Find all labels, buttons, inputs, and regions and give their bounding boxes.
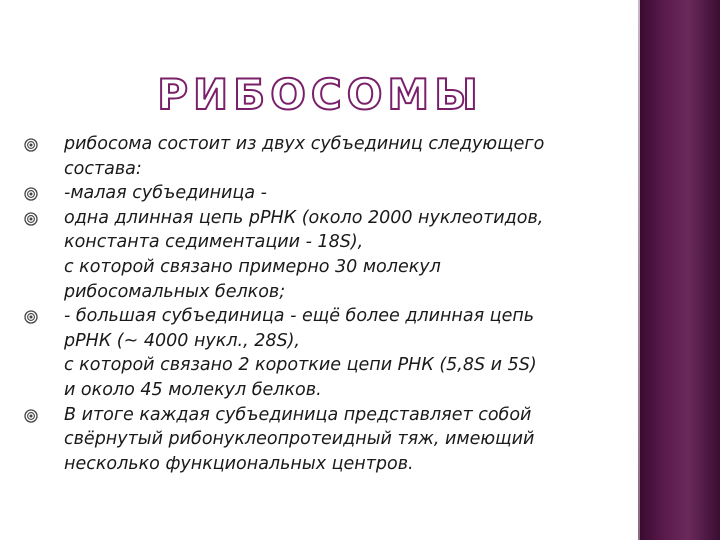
list-item-line: -малая субъединица - (64, 183, 267, 204)
list-item-line: рибосомальных белков; (64, 281, 286, 302)
list-item-line: рРНК (~ 4000 нукл., 28S), (64, 330, 300, 351)
target-bullet-icon (24, 212, 38, 226)
target-bullet-icon (24, 138, 38, 152)
list-item (24, 403, 624, 477)
list-item-line: с которой связано примерно 30 молекул (64, 256, 441, 277)
decorative-sidebar (640, 0, 720, 540)
list-item-line: и около 45 молекул белков. (64, 379, 322, 400)
list-item-line: - большая субъединица - ещё более длинная цепь (64, 306, 535, 327)
list-item (24, 304, 624, 402)
list-item-line: В итоге каждая субъединица представляет собой (64, 404, 532, 425)
list-item-line: несколько функциональных центров. (64, 453, 414, 474)
list-item-line: свёрнутый рибонуклеопротеидный тяж, имеющий (64, 429, 535, 450)
target-bullet-icon (24, 409, 38, 423)
list-item (24, 206, 624, 304)
target-bullet-icon (24, 187, 38, 201)
list-item-line: рибосома состоит из двух субъединиц следующего (64, 134, 545, 154)
slide-title: РИБОСОМЫ (157, 70, 483, 119)
target-bullet-icon (24, 310, 38, 324)
list-item (24, 132, 624, 181)
list-item (24, 181, 624, 206)
list-item-line: константа седиментации - 18S), (64, 232, 364, 253)
list-item-line: с которой связано 2 короткие цепи РНК (5,8S и 5S) (64, 355, 537, 376)
bullet-list (24, 132, 624, 476)
list-item-line: одна длинная цепь рРНК (около 2000 нуклеотидов, (64, 207, 544, 228)
list-item-line: состава: (64, 158, 142, 179)
